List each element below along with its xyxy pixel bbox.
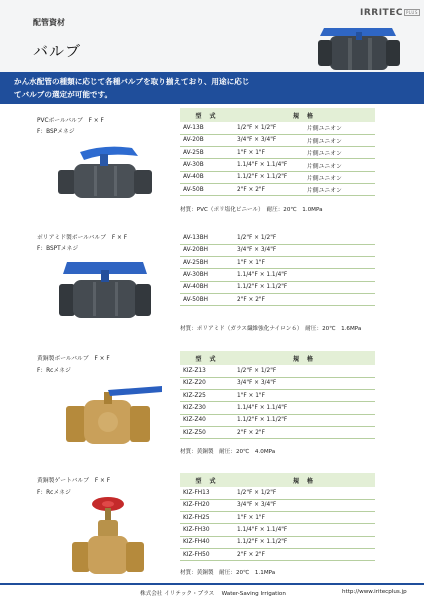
size-cell: 1"F × 1"F: [234, 390, 304, 402]
model-cell: KIZ-Z50: [180, 426, 234, 438]
table-row: [180, 512, 375, 524]
model-cell: AV-13B: [180, 122, 234, 134]
brass-ball-valve-icon: [58, 378, 168, 448]
size-cell: 1/2"F × 1/2"F: [234, 365, 304, 377]
size-cell: 1/2"F × 1/2"F: [234, 232, 304, 244]
size-cell: 3/4"F × 3/4"F: [234, 499, 304, 511]
intro-line-2: てバルブの選定が可能です。: [14, 90, 113, 99]
col-model-header: 型 式: [180, 351, 234, 365]
note-cell: [304, 365, 375, 377]
brass-gate-valve-icon: [68, 494, 148, 576]
category-label: 配管資材: [33, 18, 65, 27]
intro-banner: [0, 72, 424, 104]
note-cell: 片側ユニオン: [304, 147, 375, 159]
col-model-header: 型 式: [180, 473, 234, 487]
size-cell: 1.1/4"F × 1.1/4"F: [234, 402, 304, 414]
logo-text: IRRITEC: [360, 8, 403, 18]
page-header: [0, 0, 424, 72]
model-cell: AV-20B: [180, 134, 234, 146]
model-cell: KIZ-FH30: [180, 524, 234, 536]
model-cell: KIZ-FH50: [180, 548, 234, 560]
product-2-thread: F：BSPTメネジ: [37, 246, 79, 252]
size-cell: 1/2"F × 1/2"F: [234, 122, 304, 134]
table-row: [180, 281, 375, 293]
note-cell: [304, 244, 375, 256]
table-row: [180, 232, 375, 244]
header-valve-icon: [318, 24, 400, 74]
note-cell: [304, 377, 375, 389]
model-cell: AV-30BH: [180, 269, 234, 281]
spec-table-4: [180, 473, 375, 561]
note-cell: [304, 390, 375, 402]
model-cell: AV-40BH: [180, 281, 234, 293]
size-cell: 1.1/2"F × 1.1/2"F: [234, 171, 304, 183]
table-row: [180, 402, 375, 414]
table-row: [180, 426, 375, 438]
page-title: バルブ: [33, 42, 82, 60]
size-cell: 2"F × 2"F: [234, 548, 304, 560]
table-row: [180, 244, 375, 256]
table-row: [180, 548, 375, 560]
intro-text: [14, 75, 412, 101]
size-cell: 1"F × 1"F: [234, 147, 304, 159]
product-3-thread: F：Rcメネジ: [37, 368, 71, 374]
note-cell: [304, 512, 375, 524]
size-cell: 1.1/4"F × 1.1/4"F: [234, 269, 304, 281]
table-row: [180, 159, 375, 171]
model-cell: KIZ-Z25: [180, 390, 234, 402]
note-cell: 片側ユニオン: [304, 122, 375, 134]
size-cell: 2"F × 2"F: [234, 293, 304, 305]
size-cell: 3/4"F × 3/4"F: [234, 134, 304, 146]
table-row: [180, 536, 375, 548]
table-row: [180, 293, 375, 305]
note-cell: [304, 269, 375, 281]
note-cell: [304, 257, 375, 269]
note-cell: [304, 293, 375, 305]
note-cell: [304, 232, 375, 244]
table-row: [180, 257, 375, 269]
size-cell: 1"F × 1"F: [234, 512, 304, 524]
model-cell: KIZ-Z30: [180, 402, 234, 414]
size-cell: 1.1/2"F × 1.1/2"F: [234, 536, 304, 548]
spec-table-3: [180, 351, 375, 439]
footer-url-link[interactable]: http://www.iritecplus.jp: [342, 589, 407, 595]
model-cell: KIZ-FH40: [180, 536, 234, 548]
model-cell: AV-20BH: [180, 244, 234, 256]
table-row: [180, 414, 375, 426]
model-cell: AV-40B: [180, 171, 234, 183]
model-cell: AV-30B: [180, 159, 234, 171]
note-cell: [304, 487, 375, 499]
table-row: [180, 147, 375, 159]
product-3-material: 材質：黄銅製 耐圧：20℃ 4.0MPa: [180, 449, 276, 455]
model-cell: KIZ-Z13: [180, 365, 234, 377]
footer-company: 株式会社 イリテック・プラス Water-Saving Irrigation: [140, 591, 286, 597]
note-cell: [304, 414, 375, 426]
table-header-row: [180, 473, 375, 487]
spec-table-2: [180, 232, 375, 306]
size-cell: 1"F × 1"F: [234, 257, 304, 269]
model-cell: AV-25B: [180, 147, 234, 159]
note-cell: [304, 548, 375, 560]
table-row: [180, 499, 375, 511]
size-cell: 2"F × 2"F: [234, 183, 304, 195]
note-cell: [304, 536, 375, 548]
table-row: [180, 524, 375, 536]
size-cell: 1.1/2"F × 1.1/2"F: [234, 414, 304, 426]
product-2-name: ポリアミド製ボールバルブ F × F: [37, 235, 128, 241]
note-cell: 片側ユニオン: [304, 159, 375, 171]
col-spec-header: 規 格: [234, 473, 375, 487]
product-1-material: 材質：PVC（ポリ塩化ビニール） 耐圧：20℃ 1.0MPa: [180, 207, 323, 213]
pvc-ball-valve-icon: [50, 140, 160, 204]
note-cell: 片側ユニオン: [304, 183, 375, 195]
product-3-name: 黄銅製ボールバルブ F × F: [37, 356, 110, 362]
note-cell: [304, 499, 375, 511]
table-row: [180, 390, 375, 402]
note-cell: 片側ユニオン: [304, 171, 375, 183]
size-cell: 3/4"F × 3/4"F: [234, 244, 304, 256]
table-row: [180, 365, 375, 377]
table-row: [180, 171, 375, 183]
polyamide-ball-valve-icon: [55, 256, 155, 322]
note-cell: [304, 281, 375, 293]
brand-logo: [360, 8, 420, 18]
table-row: [180, 487, 375, 499]
size-cell: 1/2"F × 1/2"F: [234, 487, 304, 499]
product-4-name: 黄銅製ゲートバルブ F × F: [37, 478, 111, 484]
table-row: [180, 183, 375, 195]
table-header-row: [180, 108, 375, 122]
model-cell: AV-50B: [180, 183, 234, 195]
col-model-header: 型 式: [180, 108, 234, 122]
table-row: [180, 377, 375, 389]
note-cell: [304, 524, 375, 536]
model-cell: AV-50BH: [180, 293, 234, 305]
col-spec-header: 規 格: [234, 108, 375, 122]
size-cell: 3/4"F × 3/4"F: [234, 377, 304, 389]
table-row: [180, 122, 375, 134]
product-4-thread: F：Rcメネジ: [37, 490, 71, 496]
spec-table-1: [180, 108, 375, 196]
model-cell: KIZ-FH13: [180, 487, 234, 499]
size-cell: 1.1/4"F × 1.1/4"F: [234, 159, 304, 171]
model-cell: KIZ-FH25: [180, 512, 234, 524]
product-1-thread: F：BSPメネジ: [37, 129, 75, 135]
model-cell: KIZ-Z40: [180, 414, 234, 426]
product-1-name: PVCボールバルブ F × F: [37, 118, 104, 124]
table-row: [180, 134, 375, 146]
model-cell: AV-25BH: [180, 257, 234, 269]
table-row: [180, 269, 375, 281]
size-cell: 1.1/2"F × 1.1/2"F: [234, 281, 304, 293]
size-cell: 1.1/4"F × 1.1/4"F: [234, 524, 304, 536]
model-cell: AV-13BH: [180, 232, 234, 244]
size-cell: 2"F × 2"F: [234, 426, 304, 438]
product-4-material: 材質：黄銅製 耐圧：20℃ 1.1MPa: [180, 570, 276, 576]
note-cell: 片側ユニオン: [304, 134, 375, 146]
logo-plus: PLUS: [405, 10, 418, 15]
note-cell: [304, 402, 375, 414]
table-header-row: [180, 351, 375, 365]
intro-line-1: かん水配管の種類に応じて各種バルブを取り揃えており、用途に応じ: [14, 77, 250, 86]
col-spec-header: 規 格: [234, 351, 375, 365]
note-cell: [304, 426, 375, 438]
product-2-material: 材質：ポリアミド（ガラス繊維強化ナイロン６） 耐圧：20℃ 1.6MPa: [180, 326, 362, 332]
model-cell: KIZ-FH20: [180, 499, 234, 511]
model-cell: KIZ-Z20: [180, 377, 234, 389]
footer-divider: [0, 583, 424, 585]
